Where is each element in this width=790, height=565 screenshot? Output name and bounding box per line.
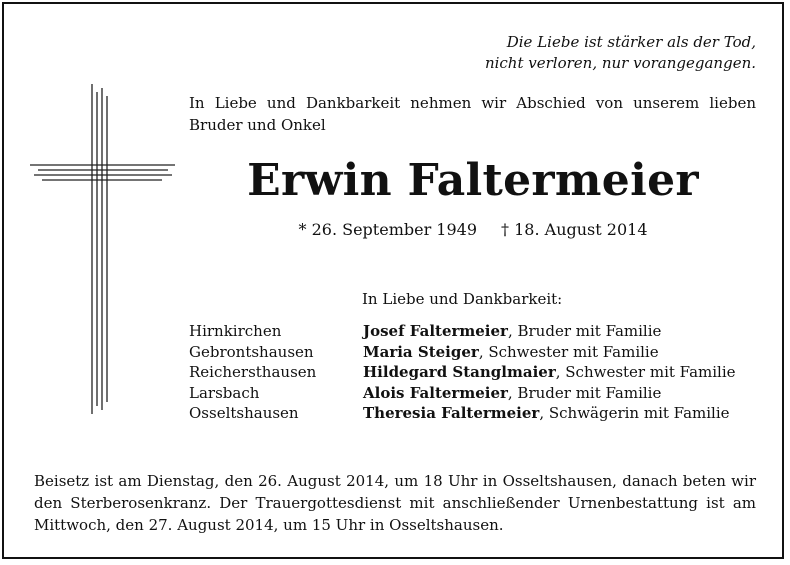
mourner-name: Josef Faltermeier (363, 322, 508, 340)
mourner-place: Larsbach (189, 383, 260, 402)
mourner-place: Hirnkirchen (189, 322, 282, 340)
cross-icon (30, 84, 180, 419)
motto-line-2: nicht verloren, nur vorangegangen. (484, 54, 756, 72)
mourner-name: Theresia Faltermeier (363, 404, 540, 422)
mourner-name: Maria Steiger (363, 342, 479, 361)
mourner-place: Reichersthausen (189, 363, 317, 381)
deceased-name: Erwin Faltermeier (247, 155, 699, 206)
obituary-notice (2, 2, 784, 559)
birth-date: * 26. September 1949 (298, 220, 478, 239)
funeral-notice: Beisetz ist am Dienstag, den 26. August 2014, um 18 Uhr in Osseltshausen, danach beten wir den Sterberosenkranz. Der Trauergottesdienst mit anschließender Urnenbestattung ist am Mittwoch, den 27. August 2014, um 15 Uhr in Osseltshausen. (34, 472, 756, 534)
motto (485, 32, 756, 74)
mourner-relation: , Schwägerin mit Familie (539, 404, 730, 422)
mourner-relation: , Schwester mit Familie (478, 342, 659, 361)
mourner-relation: , Schwester mit Familie (555, 363, 736, 381)
mourner-relation: , Bruder mit Familie (507, 383, 662, 402)
mourner-relation: , Bruder mit Familie (507, 322, 662, 340)
death-date: † 18. August 2014 (501, 220, 648, 239)
mourner-name: Alois Faltermeier (363, 383, 508, 402)
life-dates (164, 219, 782, 241)
intro-text: In Liebe und Dankbarkeit nehmen wir Abschied von unserem lieben Bruder und Onkel (189, 94, 756, 134)
motto-line-1: Die Liebe ist stärker als der Tod, (506, 33, 756, 51)
mourner-name: Hildegard Stanglmaier (363, 363, 556, 381)
mourner-place: Osseltshausen (189, 404, 299, 422)
mourner-place: Gebrontshausen (189, 342, 314, 361)
thanks-heading: In Liebe und Dankbarkeit: (362, 290, 563, 308)
